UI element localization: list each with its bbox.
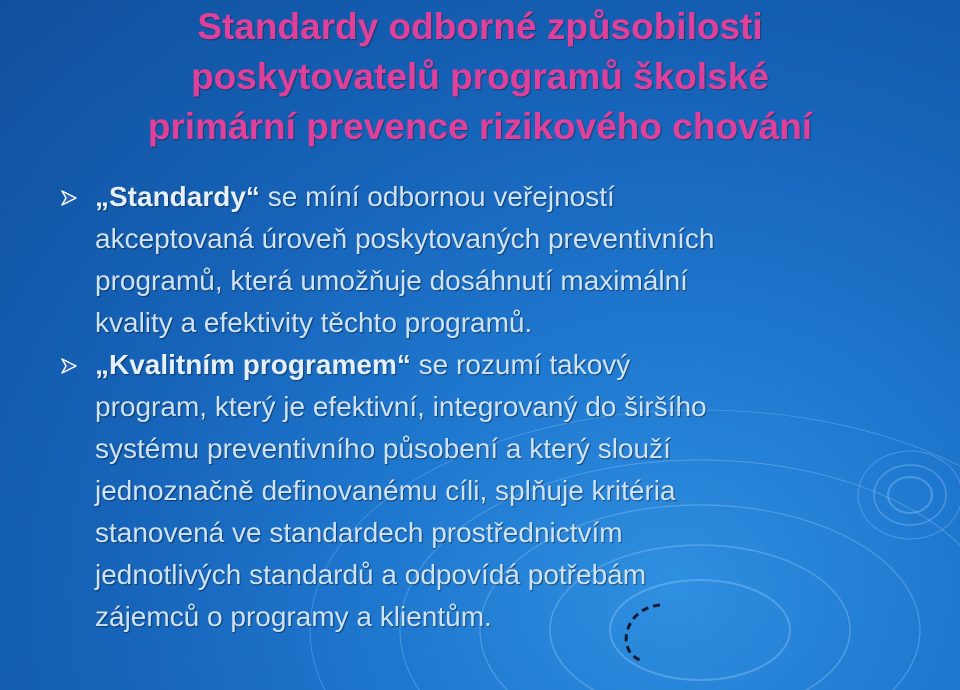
title-line: poskytovatelů programů školské — [191, 56, 769, 97]
bullet-line: program, který je efektivní, integrovaný do širšího — [95, 391, 707, 422]
bullet-list — [0, 176, 960, 638]
bullet-text: se míní odbornou veřejností — [259, 181, 615, 212]
bullet-line: systému preventivního působení a který slouží — [95, 433, 671, 464]
title-line: primární prevence rizikového chování — [147, 106, 813, 147]
arrowhead-bullet-icon — [60, 189, 78, 207]
bullet-line: stanovená ve standardech prostřednictvím — [95, 517, 623, 548]
arrowhead-bullet-icon — [60, 357, 78, 375]
bullet-line: programů, která umožňuje dosáhnutí maximální — [95, 265, 688, 296]
bullet-line — [95, 344, 875, 386]
bullet-line — [95, 176, 875, 218]
bullet-line: jednoznačně definovanému cíli, splňuje kritéria — [95, 475, 676, 506]
bullet-line: kvality a efektivity těchto programů. — [95, 307, 533, 338]
title-line: Standardy odborné způsobilosti — [197, 6, 763, 47]
bullet-term: „Standardy“ — [95, 181, 260, 212]
bullet-term: „Kvalitním programem“ — [95, 349, 411, 380]
bullet-line: zájemců o programy a klientům. — [95, 601, 492, 632]
bullet-line: jednotlivých standardů a odpovídá potřebám — [95, 559, 647, 590]
bullet-text: se rozumí takový — [410, 349, 631, 380]
bullet-line: akceptovaná úroveň poskytovaných preventivních — [95, 223, 715, 254]
slide-title — [40, 2, 920, 152]
bullet-item-quality-program — [0, 344, 875, 638]
bullet-item-standards — [0, 176, 875, 344]
